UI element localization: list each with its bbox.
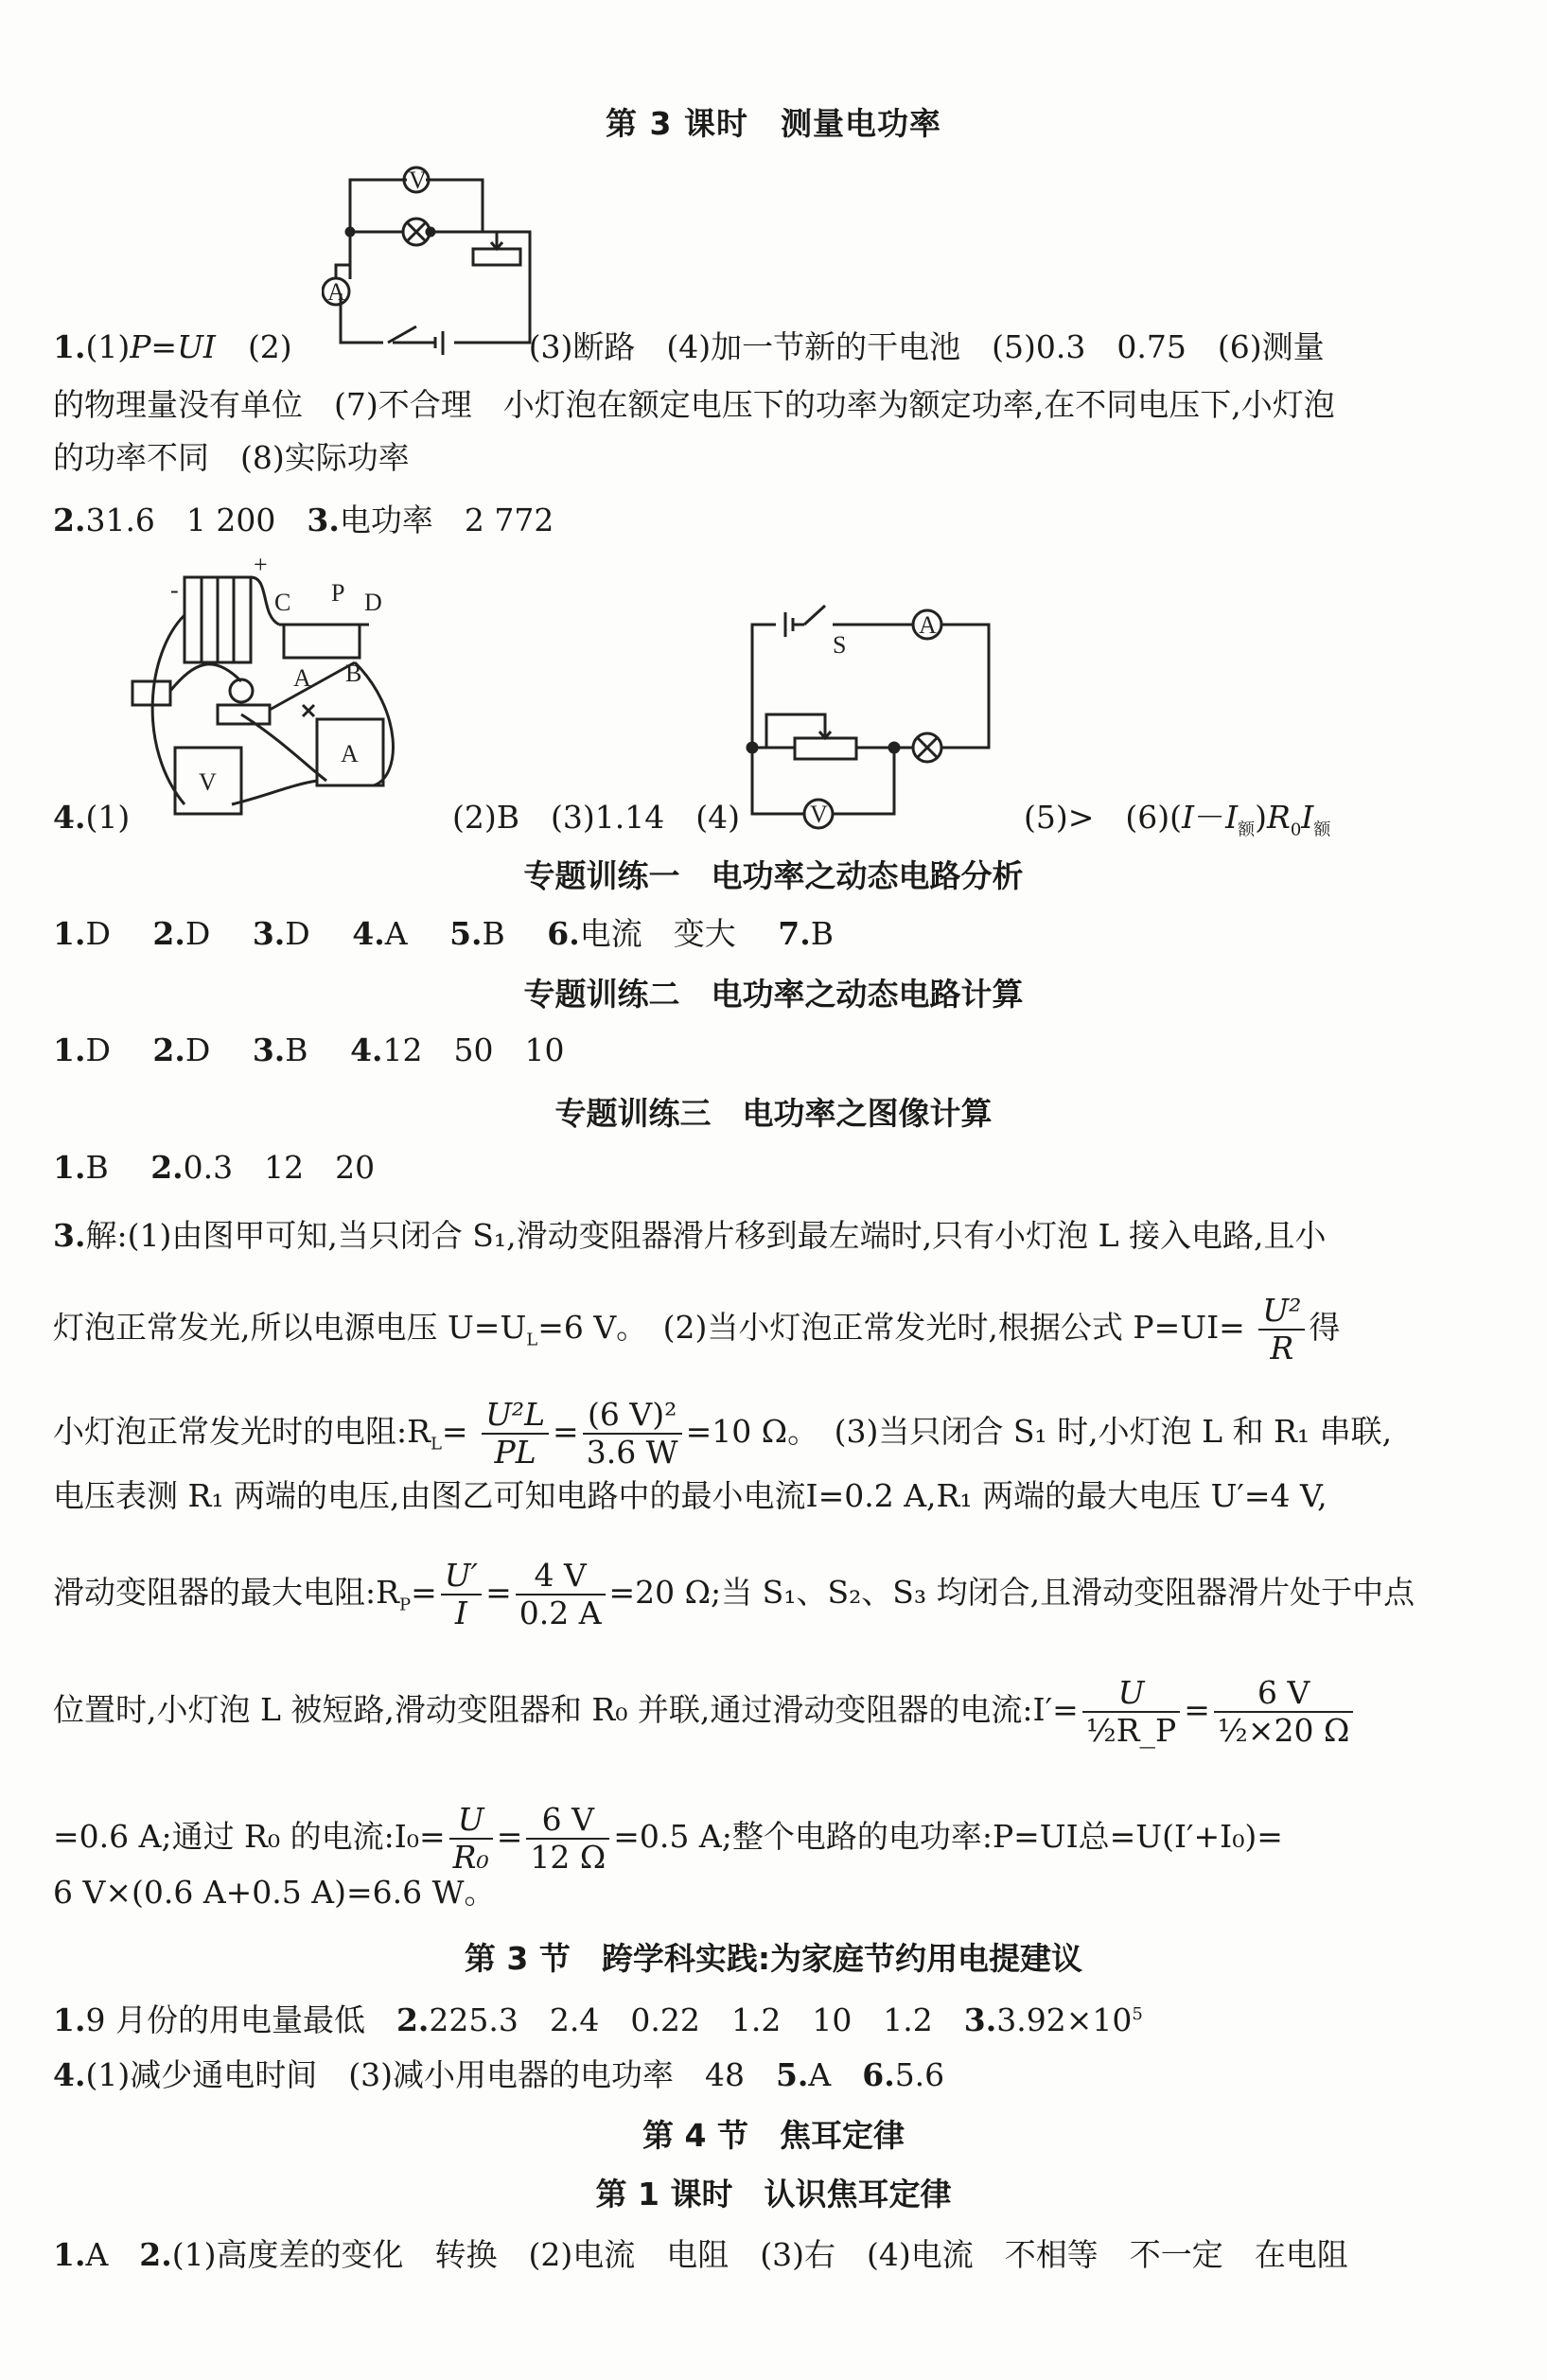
svg-text:V: V: [409, 167, 427, 194]
fraction: $\frac{\text{U²L}}{PL}$: [482, 1397, 549, 1471]
answer-line: 1.B 2.0.3 12 20: [53, 1149, 376, 1186]
rheostat-icon: [795, 738, 856, 759]
section-title: 专题训练二 电功率之动态电路计算: [523, 976, 1024, 1013]
svg-text:C: C: [274, 589, 291, 616]
solution-line: 小灯泡正常发光时的电阻$:R_L=$ $\frac{\text{U²L}}{PL}$ = $\frac{\text{(6 V)²}}{3.6 W}$ =10 Ω。 (3)当只闭合 S₁ 时,小灯泡 L 和 R₁ 串联,: [53, 1396, 1393, 1471]
svg-text:+: +: [254, 558, 268, 578]
svg-text:A: A: [919, 611, 937, 639]
lesson-title: 第 1 课时 认识焦耳定律: [595, 2176, 952, 2213]
answer-line: 4.(1)减少通电时间 (3)减小用电器的电功率 48 5.A 6.5.6: [53, 2056, 945, 2093]
svg-text:P: P: [331, 579, 345, 607]
fraction: $\frac{4 V}{0.2 A}$: [516, 1558, 606, 1631]
fraction: $\frac{6 V}{\text{½×20 Ω}}$: [1214, 1675, 1353, 1749]
svg-text:A: A: [327, 278, 345, 306]
answer-line: (5)> $(6)(I-I_额)R_0I_额$: [1024, 799, 1331, 840]
section-title: 专题训练三 电功率之图像计算: [554, 1095, 993, 1132]
fraction: $\frac{\text{U²}}{R}$: [1258, 1293, 1305, 1366]
lesson-title: 第 3 课时 测量电功率: [606, 105, 941, 142]
solution-line: 灯泡正常发光,所以电源电压 $U=U_L=6$ V。 (2)当小灯泡正常发光时,根据公式 P=UI= $\frac{\text{U²}}{R}$ 得: [53, 1292, 1341, 1366]
answer-line: 2.31.6 1 200 3.电功率 2 772: [53, 502, 554, 538]
svg-text:V: V: [810, 801, 828, 828]
fraction: $\frac{U}{\text{½R\_P}}$: [1082, 1675, 1181, 1749]
solution-line: 滑动变阻器的最大电阻$:R_P=$ $\frac{U'}{I}$ = $\frac{4 V}{0.2 A}$ =20 Ω;当 S₁、S₂、S₃ 均闭合,且滑动变阻器滑片处于中点: [53, 1557, 1415, 1631]
section-title: 专题训练一 电功率之动态电路分析: [523, 857, 1024, 894]
section-title: 第 4 节 焦耳定律: [642, 2117, 905, 2154]
answer-line: 1.(1)P=UI (2) (3)断路 (4)加一节新的干电池 (5)0.3 0.75 (6)测量: [53, 328, 1325, 365]
answer-line: (2)B (3)1.14 (4): [452, 799, 740, 836]
answer-line: 4.(1): [53, 799, 131, 836]
svg-text:V: V: [199, 768, 217, 796]
svg-text:A: A: [293, 664, 311, 692]
solution-line: 3.解:(1)由图甲可知,当只闭合 S₁,滑动变阻器滑片移到最左端时,只有小灯泡 L 接入电路,且小: [53, 1217, 1327, 1254]
rheostat-icon: [284, 625, 360, 658]
fraction: $\frac{U}{\text{R₀}}$: [449, 1802, 493, 1876]
fraction: $\frac{6 V}{12 \Omega}$: [526, 1802, 609, 1876]
rheostat-icon: [473, 249, 520, 265]
solution-line: 位置时,小灯泡 L 被短路,滑动变阻器和 R₀ 并联,通过滑动变阻器的电流:I′= $\frac{U}{\text{½R\_P}}$ = $\frac{6 V}{\text{½×20 Ω}}$: [53, 1675, 1357, 1749]
circuit-diagram-q4: [738, 601, 1012, 837]
answer-line: 的物理量没有单位 (7)不合理 小灯泡在额定电压下的功率为额定功率,在不同电压下,小灯泡: [53, 386, 1335, 423]
solution-line: 6 V×(0.6 A+0.5 A)=6.6 W。: [53, 1874, 496, 1911]
answer-line: 的功率不同 (8)实际功率: [53, 439, 410, 476]
svg-text:S: S: [833, 631, 847, 659]
bulb-icon: [230, 679, 253, 702]
answer-line: 1.D 2.D 3.D 4.A 5.B 6.电流 变大 7.B: [53, 915, 834, 952]
svg-text:D: D: [364, 589, 382, 616]
answer-line: 1.D 2.D 3.B 4.12 50 10: [53, 1031, 565, 1068]
svg-text:-: -: [170, 576, 179, 604]
svg-text:A: A: [341, 740, 359, 767]
circuit-diagram-q1: [322, 161, 549, 355]
solution-line: 电压表测 R₁ 两端的电压,由图乙可知电路中的最小电流I=0.2 A,R₁ 两端的最大电压 U′=4 V,: [53, 1477, 1327, 1514]
fraction: $\frac{U'}{I}$: [441, 1558, 482, 1631]
answer-line: 1.A 2.(1)高度差的变化 转换 (2)电流 电阻 (3)右 (4)电流 不相等 不一定 在电阻: [53, 2236, 1348, 2273]
answer-line: 1.9 月份的用电量最低 2.225.3 2.4 0.22 1.2 10 1.2 $3.3.92\times 10^5$: [53, 2001, 1143, 2038]
fraction: $\frac{\text{(6 V)²}}{3.6 W}$: [583, 1397, 682, 1471]
physical-circuit-diagram: [118, 558, 431, 833]
section-title: 第 3 节 跨学科实践:为家庭节约用电提建议: [464, 1940, 1083, 1977]
svg-text:B: B: [345, 660, 362, 687]
solution-line: =0.6 A;通过 R₀ 的电流:I₀= $\frac{U}{\text{R₀}}$ = $\frac{6 V}{12 \Omega}$ =0.5 A;整个电路的电功率:P=UI总=U(I′+I₀)=: [53, 1801, 1283, 1876]
